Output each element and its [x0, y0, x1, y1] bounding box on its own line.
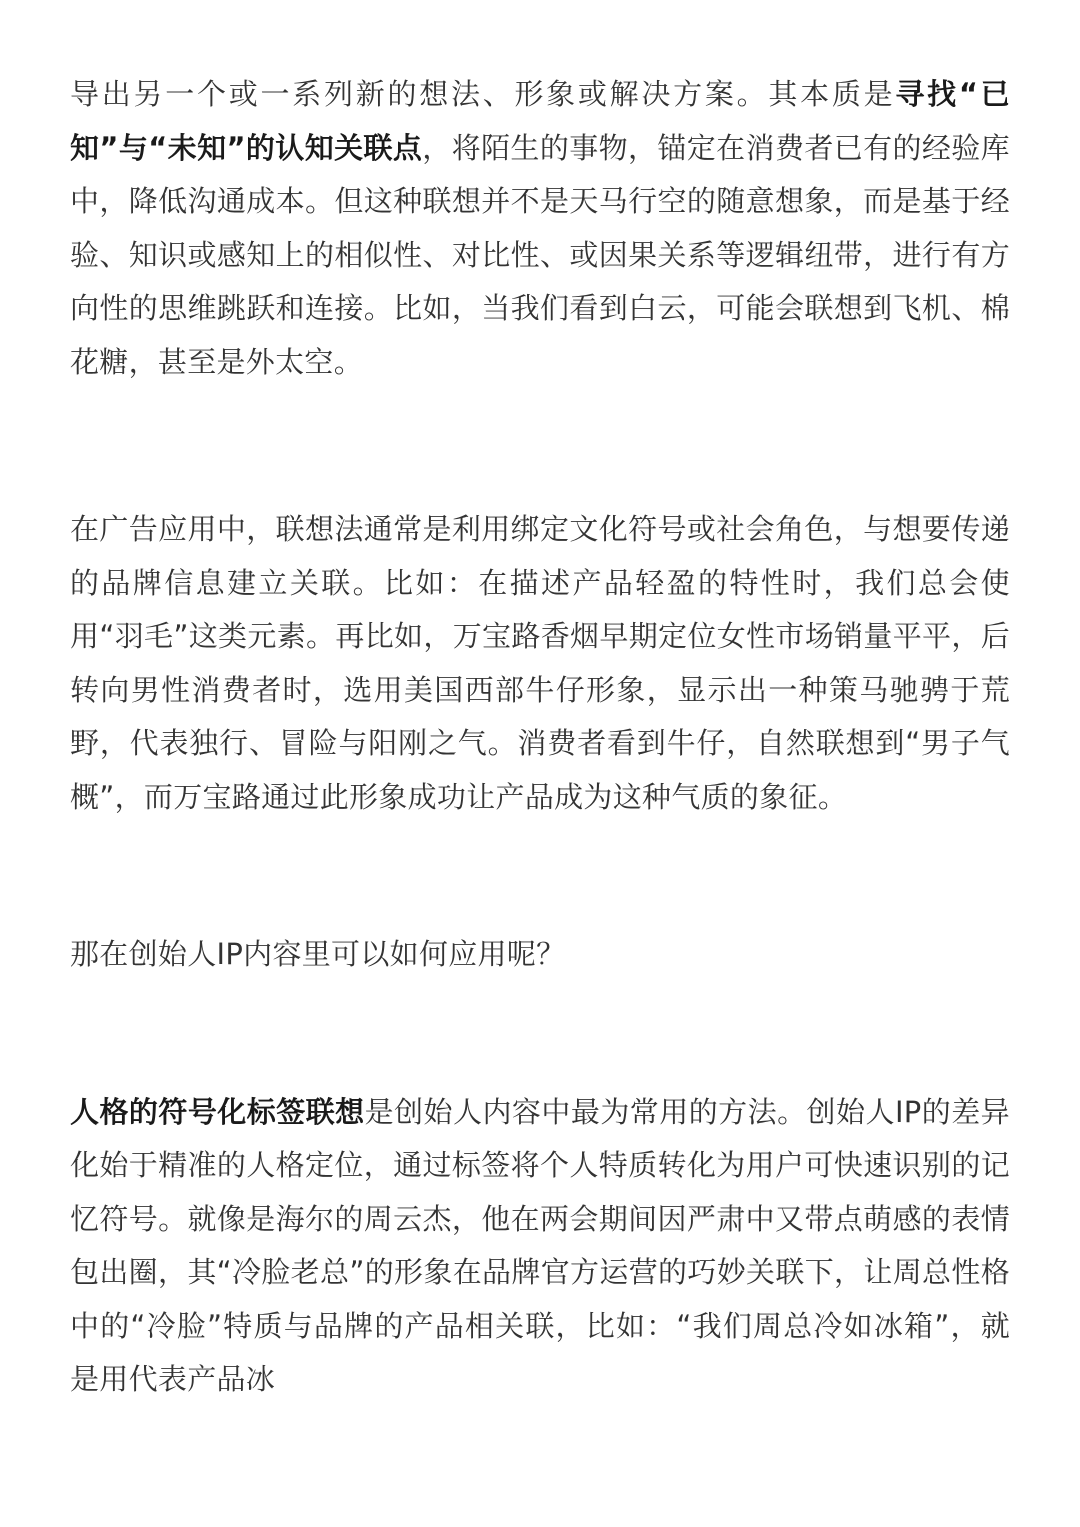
paragraph-rest-text: 是创始人内容中最为常用的方法。创始人IP的差异化始于精准的人格定位，通过标签将个人特质转化为用户可快速识别的记忆符号。就像是海尔的周云杰，他在两会期间因严肃中又带点萌感的表情包出圈，其“冷脸老总”的形象在品牌官方运营的巧妙关联下，让周总性格中的“冷脸”特质与品牌的产品相关联，比如：“我们周总冷如冰箱”，就是用代表产品冰 [70, 1094, 1010, 1396]
paragraph-spacer [70, 389, 1010, 503]
paragraph-association-definition [70, 68, 1010, 389]
article-body [70, 68, 1010, 1407]
paragraph-founder-ip-question [70, 928, 1010, 982]
paragraph-rest-text: ，将陌生的事物，锚定在消费者已有的经验库中，降低沟通成本。但这种联想并不是天马行空的随意想象，而是基于经验、知识或感知上的相似性、对比性、或因果关系等逻辑纽带，进行有方向性的思维跳跃和连接。比如，当我们看到白云，可能会联想到飞机、棉花糖，甚至是外太空。 [70, 130, 1010, 379]
highlight-known-unknown: 寻找“已知”与“未知”的认知关联点 [70, 77, 1010, 165]
paragraph-spacer [70, 982, 1010, 1086]
paragraph-spacer [70, 824, 1010, 928]
paragraph-text: 在广告应用中，联想法通常是利用绑定文化符号或社会角色，与想要传递的品牌信息建立关联。比如：在描述产品轻盈的特性时，我们总会使用“羽毛”这类元素。再比如，万宝路香烟早期定位女性市场销量平平，后转向男性消费者时，选用美国西部牛仔形象，显示出一种策马驰骋于荒野，代表独行、冒险与阳刚之气。消费者看到牛仔，自然联想到“男子气概”，而万宝路通过此形象成功让产品成为这种气质的象征。 [70, 512, 1010, 814]
highlight-persona-label: 人格的符号化标签联想 [70, 1094, 365, 1129]
paragraph-text: 那在创始人IP内容里可以如何应用呢？ [70, 937, 566, 971]
paragraph-lead-text: 导出另一个或一系列新的想法、形象或解决方案。其本质是 [70, 77, 896, 111]
paragraph-persona-labeling [70, 1086, 1010, 1407]
paragraph-advertising-application [70, 503, 1010, 824]
